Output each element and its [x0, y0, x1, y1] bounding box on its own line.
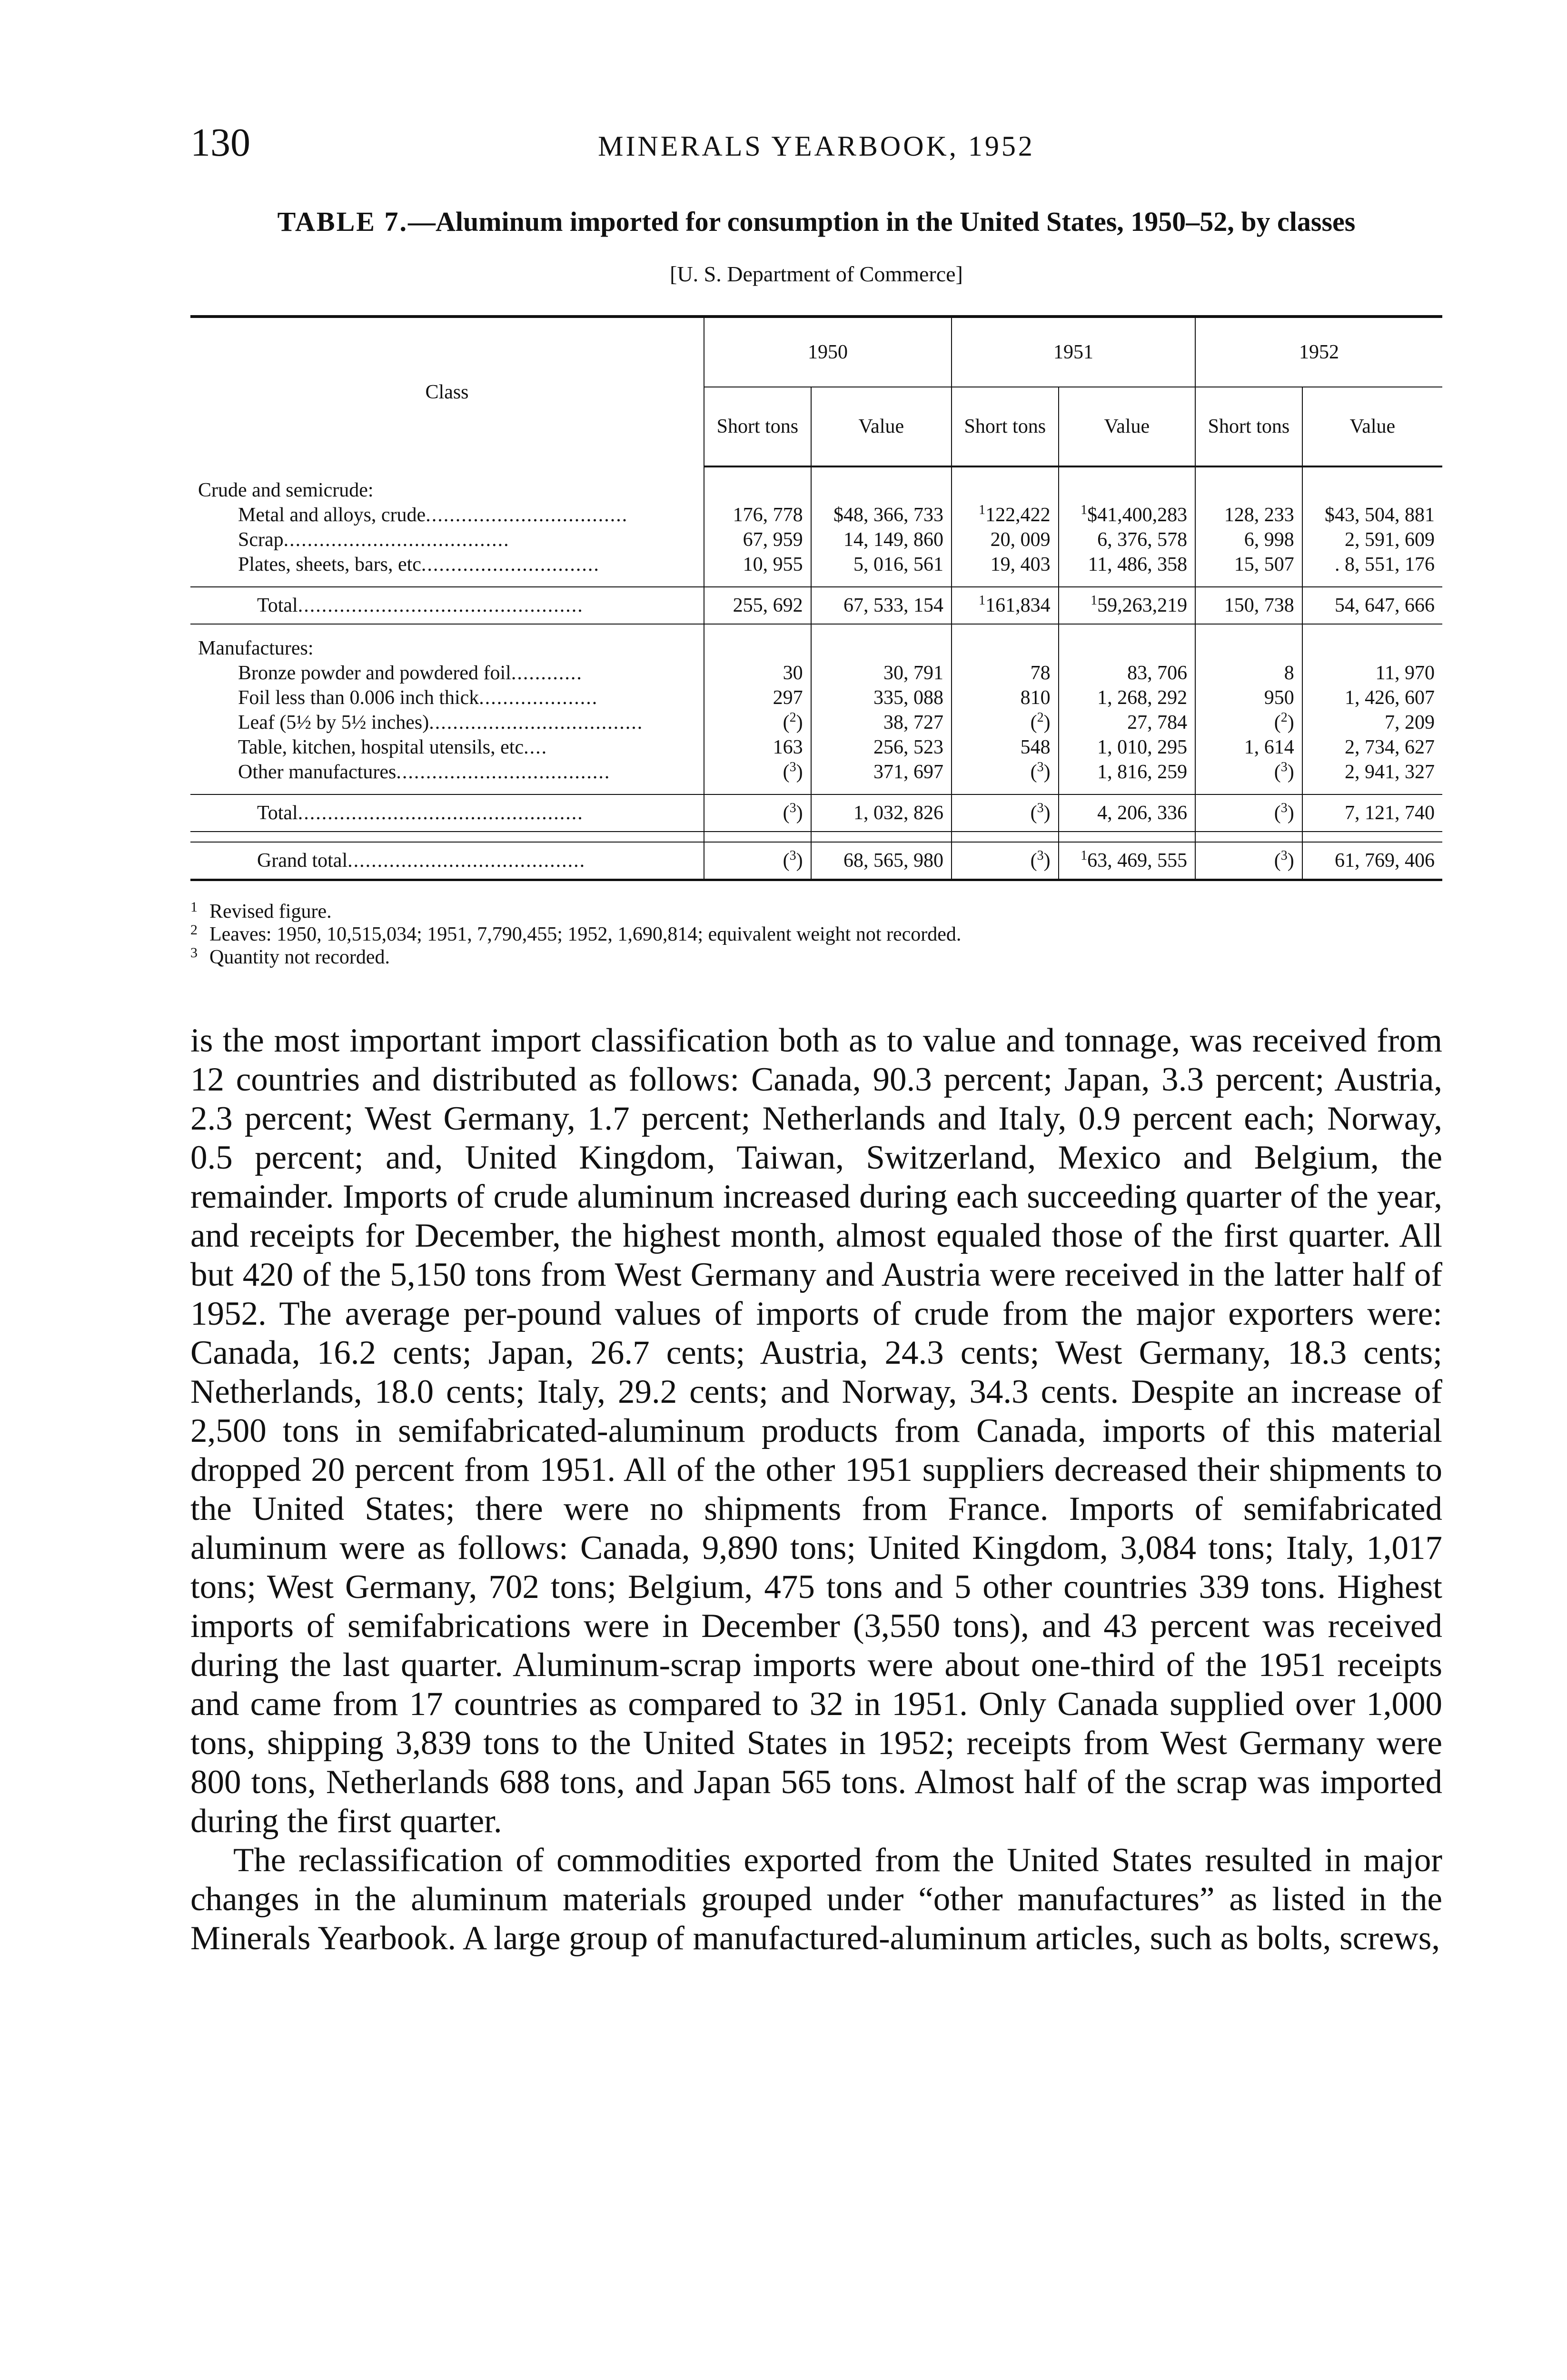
spacer: [190, 577, 704, 587]
footnote-ref: ($^2$): [1030, 710, 1051, 734]
row-label-text: Total: [257, 802, 298, 824]
table-cell: [1195, 527, 1302, 552]
footnote-text: Revised figure.: [209, 901, 332, 922]
page-number: 130: [190, 120, 250, 165]
table-cell: [704, 661, 811, 685]
cell-value: 78: [1030, 662, 1051, 684]
table-cell: [952, 710, 1059, 735]
footnote-number: 3: [190, 945, 198, 961]
footnote-mark: 3: [1037, 848, 1044, 863]
cell-value: 2, 734, 627: [1345, 736, 1435, 758]
total-row: [190, 794, 1442, 832]
cell-value: 20, 009: [990, 529, 1051, 551]
empty-cell: [1195, 466, 1302, 503]
table-cell: [952, 503, 1059, 527]
spacer: [952, 784, 1059, 794]
footnote-ref: ($^3$): [1030, 760, 1051, 783]
table-cell: [1195, 587, 1302, 624]
footnote-ref: ($^3$): [783, 801, 803, 824]
footnote-mark: 2: [1280, 710, 1288, 725]
footnote-text: Quantity not recorded.: [209, 946, 390, 968]
cell-value: 1, 816, 259: [1097, 761, 1188, 783]
table-footnotes: [190, 900, 1442, 969]
footnote-mark: 1: [1091, 593, 1098, 608]
empty-cell: [1059, 466, 1196, 503]
row-label: [190, 552, 704, 577]
spacer: [1302, 832, 1442, 842]
spacer: [704, 832, 811, 842]
table-cell: [811, 710, 952, 735]
table-cell: [1059, 661, 1196, 685]
cell-value: 27, 784: [1127, 712, 1188, 734]
table-cell: [704, 587, 811, 624]
cell-value: 1, 426, 607: [1345, 687, 1435, 709]
leader-dots: ....................: [479, 687, 598, 709]
cell-value: 810: [1020, 687, 1051, 709]
spacer: [1195, 832, 1302, 842]
cell-value: 4, 206, 336: [1097, 802, 1188, 824]
table-cell: [811, 527, 952, 552]
empty-cell: [1302, 466, 1442, 503]
row-label: [190, 527, 704, 552]
cell-value: 30, 791: [883, 662, 943, 684]
spacer: [704, 784, 811, 794]
cell-value: 6, 998: [1244, 529, 1294, 551]
table-cell: [704, 710, 811, 735]
row-label-text: Metal and alloys, crude: [238, 504, 426, 526]
footnote-mark: 3: [789, 848, 796, 863]
table-cell: [1195, 685, 1302, 710]
footnote-mark: 1: [1081, 848, 1088, 863]
leader-dots: ........................................: [347, 850, 586, 872]
table-cell: [1059, 527, 1196, 552]
spacer: [190, 832, 704, 842]
empty-cell: [1059, 624, 1196, 661]
cell-value: 10, 955: [743, 554, 803, 575]
cell-value: 548: [1020, 736, 1051, 758]
spacer: [811, 784, 952, 794]
footnote-mark: 1: [1081, 503, 1088, 517]
row-label: [190, 685, 704, 710]
row-label: [190, 794, 704, 832]
cell-value: 150, 738: [1224, 595, 1294, 616]
cell-value: 83, 706: [1127, 662, 1188, 684]
empty-cell: [811, 466, 952, 503]
spacer: [1059, 577, 1196, 587]
footnote-mark: 3: [1280, 760, 1288, 774]
page: [190, 119, 1442, 2380]
leader-dots: ............: [511, 662, 583, 684]
empty-cell: [1302, 624, 1442, 661]
running-header: [190, 119, 1442, 176]
table-cell: [1059, 710, 1196, 735]
group-row: [190, 624, 1442, 661]
table-cell: [1302, 760, 1442, 784]
empty-cell: [704, 624, 811, 661]
table-cell: [811, 503, 952, 527]
spacer: [704, 577, 811, 587]
cell-value: 163: [773, 736, 803, 758]
table-cell: [1302, 552, 1442, 577]
cell-value: 7, 209: [1385, 712, 1435, 734]
table-cell: [811, 552, 952, 577]
table-cell: [704, 842, 811, 880]
table-cell: [704, 735, 811, 760]
table-cell: [952, 552, 1059, 577]
leader-dots: ................................................: [298, 802, 584, 824]
class-header: Class: [190, 317, 704, 466]
cell-value: 61, 769, 406: [1335, 850, 1435, 872]
spacer: [1195, 577, 1302, 587]
table-cell: [811, 760, 952, 784]
empty-cell: [1195, 624, 1302, 661]
table-cell: [1195, 503, 1302, 527]
row-label-text: Leaf (5½ by 5½ inches): [238, 712, 429, 734]
row-label-text: Grand total: [257, 850, 348, 872]
cell-value: 8, 551, 176: [1345, 554, 1435, 575]
short-tons-header: Short tons: [704, 387, 811, 466]
cell-value: 297: [773, 687, 803, 709]
table-cell: [1302, 685, 1442, 710]
leader-dots: ......................................: [283, 529, 510, 551]
group-title: Crude and semicrude:: [198, 479, 374, 501]
spacer: [811, 577, 952, 587]
footnote-ref: ($^3$): [783, 760, 803, 783]
spacer: [952, 577, 1059, 587]
table-source: [U. S. Department of Commerce]: [670, 262, 963, 286]
table-cell: [704, 527, 811, 552]
table-cell: [1195, 735, 1302, 760]
footnote-mark: 2: [1037, 710, 1044, 725]
value-header: Value: [1059, 387, 1196, 466]
row-label-text: Foil less than 0.006 inch thick: [238, 687, 479, 709]
table-cell: [1302, 842, 1442, 880]
year-header: 1950: [704, 317, 952, 387]
empty-cell: [952, 624, 1059, 661]
footnote-ref: ($^3$): [1030, 848, 1051, 872]
year-header: 1951: [952, 317, 1195, 387]
table-cell: [1302, 710, 1442, 735]
footnote-number: 1: [190, 899, 198, 915]
table-cell: [1059, 587, 1196, 624]
grand-total-row: [190, 842, 1442, 880]
total-row: [190, 587, 1442, 624]
year-header: 1952: [1195, 317, 1442, 387]
table-cell: [811, 587, 952, 624]
spacer-row: [190, 784, 1442, 794]
table-cell: [1195, 760, 1302, 784]
table-cell: [811, 842, 952, 880]
footnote-number: 2: [190, 922, 198, 938]
row-label: [190, 842, 704, 880]
cell-value: 5, 016, 561: [853, 554, 943, 575]
table-cell: [952, 661, 1059, 685]
spacer: [1195, 784, 1302, 794]
table-cell: [704, 552, 811, 577]
body-text: [190, 1021, 1442, 1958]
cell-value: 176, 778: [733, 504, 803, 526]
cell-value: 2, 941, 327: [1345, 761, 1435, 783]
footnote-ref: ($^3$): [1274, 801, 1294, 824]
table-cell: [1302, 794, 1442, 832]
table-cell: [952, 760, 1059, 784]
table-title: [190, 205, 1442, 239]
footnote-mark: 1: [979, 593, 986, 608]
footnote: [190, 923, 1442, 946]
empty-cell: [952, 466, 1059, 503]
row-label: [190, 735, 704, 760]
table-cell: [811, 735, 952, 760]
footnote-text: Leaves: 1950, 10,515,034; 1951, 7,790,455; 1952, 1,690,814; equivalent weight not recorded.: [209, 923, 962, 945]
cell-value: 2, 591, 609: [1345, 529, 1435, 551]
cell-value: 11, 486, 358: [1088, 554, 1188, 575]
table-cell: [704, 685, 811, 710]
cell-value: 1, 032, 826: [853, 802, 943, 824]
cell-value: 128, 233: [1224, 504, 1294, 526]
footnote-ref: ($^2$): [1274, 710, 1294, 734]
table-cell: [1059, 552, 1196, 577]
footnote-ref: ($^3$): [1274, 848, 1294, 872]
footnote-mark: 3: [789, 760, 796, 774]
cell-value: 67, 959: [743, 529, 803, 551]
table-cell: [952, 527, 1059, 552]
table-cell: [1302, 735, 1442, 760]
cell-value: 11, 970: [1375, 662, 1435, 684]
footnote-mark: 3: [1037, 801, 1044, 815]
row-label-text: Scrap: [238, 529, 284, 551]
leader-dots: ....................................: [429, 712, 644, 734]
table-cell: [952, 794, 1059, 832]
cell-value: 30: [783, 662, 803, 684]
table-row: [190, 685, 1442, 710]
row-label-text: Plates, sheets, bars, etc: [238, 554, 421, 575]
footnote-mark: 3: [1037, 760, 1044, 774]
cell-value: 256, 523: [873, 736, 943, 758]
body-paragraph: The reclassification of commodities exported from the United States resulted in major changes in the aluminum materials grouped under “other manufactures” as listed in the Minerals Yearbook. A large group of manufactured-aluminum articles, such as bolts, screws,: [190, 1842, 1442, 1957]
table-cell: [1302, 503, 1442, 527]
table-title-text: —Aluminum imported for consumption in the United States, 1950–52, by classes: [407, 206, 1356, 237]
table-cell: [1059, 760, 1196, 784]
short-tons-header: Short tons: [952, 387, 1059, 466]
cell-value: 15, 507: [1234, 554, 1294, 575]
cell-value: 68, 565, 980: [843, 850, 943, 872]
cell-value: 335, 088: [873, 687, 943, 709]
table-cell: [1195, 661, 1302, 685]
leader-dots: ....................................: [396, 761, 611, 783]
spacer: [1302, 577, 1442, 587]
spacer: [1302, 784, 1442, 794]
cell-value: 63, 469, 555: [1087, 850, 1188, 872]
table-cell: [952, 685, 1059, 710]
leader-dots: ..............................: [421, 554, 600, 575]
cell-value: 67, 533, 154: [843, 595, 943, 616]
table-cell: [1059, 503, 1196, 527]
row-label: [190, 587, 704, 624]
footnote-ref: ($^3$): [1274, 760, 1294, 783]
table-label: TABLE 7.: [277, 206, 408, 237]
table-cell: [952, 842, 1059, 880]
table-row: [190, 735, 1442, 760]
empty-cell: [811, 624, 952, 661]
table-cell: [1059, 842, 1196, 880]
imports-table: [190, 315, 1442, 881]
cell-value: 1, 268, 292: [1097, 687, 1188, 709]
cell-value: 19, 403: [990, 554, 1051, 575]
table-cell: [1195, 710, 1302, 735]
cell-value: $48, 366, 733: [833, 504, 943, 526]
body-paragraph: is the most important import classification both as to value and tonnage, was received from 12 countries and distributed as follows: Canada, 90.3 percent; Japan, 3.3 percent; Austria, 2.3 percent; West Germany, 1.7 percent; Netherlands and Italy, 0.9 percent each; Norway, 0.5 percent; and, United Kingdom, Taiwan, Switzerland, Mexico and Belgium, the remainder. Imports of crude aluminum increased during each succeeding quarter of the year, and receipts for December, the highest month, almost equaled those of the first quarter. All but 420 of the 5,150 tons from West Germany and Austria were received in the latter half of 1952. The average per-pound values of imports of crude from the major exporters were: Canada, 16.2 cents; Japan, 26.7 cents; Austria, 24.3 cents; West Germany, 18.3 cents; Netherlands, 18.0 cents; Italy, 29.2 cents; and Norway, 34.3 cents. Despite an increase of 2,500 tons in semifabricated-aluminum products from Canada, imports of this material dropped 20 percent from 1951. All of the other 1951 suppliers decreased their shipments to the United States; there were no shipments from France. Imports of semifabricated aluminum were as follows: Canada, 9,890 tons; United Kingdom, 3,084 tons; Italy, 1,017 tons; West Germany, 702 tons; Belgium, 475 tons and 5 other countries 339 tons. Highest imports of semifabrications were in December (3,550 tons), and 43 percent was received during the last quarter. Aluminum-scrap imports were about one-third of the 1951 receipts and came from 17 countries as compared to 32 in 1951. Only Canada supplied over 1,000 tons, shipping 3,839 tons to the United States in 1952; receipts from West Germany were 800 tons, Netherlands 688 tons, and Japan 565 tons. Almost half of the scrap was imported during the first quarter.: [190, 1022, 1442, 1840]
footnote-mark: 3: [1280, 801, 1288, 815]
cell-value: 54, 647, 666: [1335, 595, 1435, 616]
empty-cell: [704, 466, 811, 503]
leader-dots: ..................................: [426, 504, 628, 526]
footnote-mark: 3: [1280, 848, 1288, 863]
footnote: [190, 946, 1442, 969]
cell-value: 59,263,219: [1097, 595, 1188, 616]
table-body: [190, 466, 1442, 880]
table-row: [190, 552, 1442, 577]
spacer: [811, 832, 952, 842]
cell-value: 255, 692: [733, 595, 803, 616]
table-row: [190, 710, 1442, 735]
table-cell: [811, 794, 952, 832]
cell-value: 1, 614: [1244, 736, 1294, 758]
footnote-ref: ($^3$): [783, 848, 803, 872]
spacer-row: [190, 577, 1442, 587]
short-tons-header: Short tons: [1195, 387, 1302, 466]
group-row: [190, 466, 1442, 503]
table-cell: [704, 760, 811, 784]
running-title: MINERALS YEARBOOK, 1952: [598, 130, 1035, 162]
table-cell: [1302, 587, 1442, 624]
table-cell: [952, 587, 1059, 624]
value-header: Value: [811, 387, 952, 466]
cell-value: 6, 376, 578: [1097, 529, 1188, 551]
cell-value: 14, 149, 860: [843, 529, 943, 551]
cell-value: 38, 727: [883, 712, 943, 734]
table-cell: [1195, 552, 1302, 577]
spacer: [1059, 784, 1196, 794]
table-row: [190, 760, 1442, 784]
row-label: [190, 710, 704, 735]
cell-value: 1, 010, 295: [1097, 736, 1188, 758]
footnote-mark: 3: [789, 801, 796, 815]
row-label: [190, 760, 704, 784]
leader-dots: ................................................: [298, 595, 584, 616]
row-label-text: Table, kitchen, hospital utensils, etc: [238, 736, 524, 758]
leader-dots: ....: [524, 736, 548, 758]
cell-value: $41,400,283: [1087, 504, 1188, 526]
table-row: [190, 503, 1442, 527]
table-row: [190, 527, 1442, 552]
spacer: [190, 784, 704, 794]
group-title: Manufactures:: [198, 637, 314, 659]
value-header: Value: [1302, 387, 1442, 466]
row-label-text: Bronze powder and powdered foil: [238, 662, 511, 684]
table-cell: [1059, 685, 1196, 710]
footnote-ref: ($^2$): [783, 710, 803, 734]
spacer: [1059, 832, 1196, 842]
cell-value: 8: [1284, 662, 1294, 684]
leader-dot: .: [1335, 554, 1345, 575]
table-cell: [1302, 661, 1442, 685]
spacer-row: [190, 832, 1442, 842]
table-cell: [811, 661, 952, 685]
table-cell: [704, 503, 811, 527]
cell-value: 122,422: [985, 504, 1051, 526]
table-cell: [1059, 794, 1196, 832]
footnote-ref: ($^3$): [1030, 801, 1051, 824]
row-label: [190, 661, 704, 685]
cell-value: 161,834: [985, 595, 1051, 616]
row-label-text: Other manufactures: [238, 761, 397, 783]
row-label-text: Total: [257, 595, 298, 616]
row-label: [190, 503, 704, 527]
table-cell: [1195, 842, 1302, 880]
footnote-mark: 1: [979, 503, 986, 517]
table-cell: [952, 735, 1059, 760]
table-cell: [1195, 794, 1302, 832]
table-cell: [1059, 735, 1196, 760]
cell-value: $43, 504, 881: [1325, 504, 1435, 526]
footnote-mark: 2: [789, 710, 796, 725]
spacer: [952, 832, 1059, 842]
cell-value: 7, 121, 740: [1345, 802, 1435, 824]
cell-value: 371, 697: [873, 761, 943, 783]
table-cell: [1302, 527, 1442, 552]
table-cell: [704, 794, 811, 832]
cell-value: 950: [1264, 687, 1294, 709]
footnote: [190, 900, 1442, 923]
table-cell: [811, 685, 952, 710]
table-row: [190, 661, 1442, 685]
